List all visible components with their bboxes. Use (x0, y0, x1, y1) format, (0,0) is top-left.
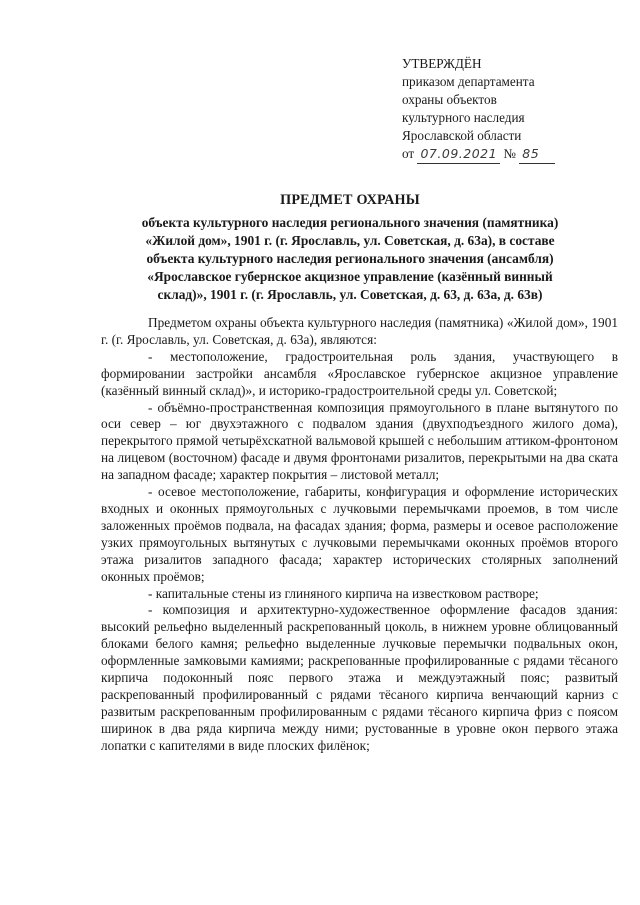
subtitle-line: «Жилой дом», 1901 г. (г. Ярославль, ул. Советская, д. 63а), в составе (145, 233, 555, 248)
list-item: - местоположение, градостроительная роль здания, участвующего в формировании застройки ансамбля «Ярославское губернское акцизное управление (казённый винный склад)», и историко-градостроительной среды ул. Советской; (101, 348, 618, 398)
subtitle-line: склад)», 1901 г. (г. Ярославль, ул. Советская, д. 63, д. 63а, д. 63в) (157, 287, 543, 302)
list-item: - объёмно-пространственная композиция прямоугольного в плане вытянутого по оси север – юг двухэтажного с подвалом здания (двухподъездного жилого дома), перекрытого прямой четырёхскатной вальмовой крышей с небольшим аттиком-фронтоном на лицевом (восточном) фасаде и двумя фронтонами ризалитов, перекрытыми на два ската на западном фасаде; характер покрытия – листовой металл; (101, 399, 618, 483)
list-item: - осевое местоположение, габариты, конфигурация и оформление исторических входных и оконных прямоугольных с лучковыми перемычками проемов, в том числе заложенных проёмов подвала, на фасадах здания; форма, размеры и осевое расположение узких прямоугольных вытянутых с лучковыми перемычками оконных проёмов второго этажа ризалитов западного фасада; характер исторических столярных заполнений оконных проёмов; (101, 484, 618, 584)
title-main: ПРЕДМЕТ ОХРАНЫ (280, 192, 420, 208)
approval-line: Ярославской области (402, 128, 522, 143)
subtitle-line: «Ярославское губернское акцизное управление (казённый винный (147, 269, 553, 284)
number-prefix: № (503, 146, 516, 161)
approval-stamp (402, 55, 602, 164)
list-item: - композиция и архитектурно-художественное оформление фасадов здания: высокий рельефно выделенный раскрепованный цоколь, в нижнем уровне облицованный блоками белого камня; рельефно выделенные лучковые перемычки подвальных окон, оформленные замковыми камиями; раскрепованные профилированные с рядами тёсаного кирпича подоконный пояс первого этажа и междуэтажный пояс; развитый раскрепованный профилированный с рядами тёсаного кирпича венчающий карниз с развитым раскрепованным профилированным с рядами тёсаного кирпича фриз с поясом ширинок в два ряда кирпича между ними; рустованные в уровне окон первого этажа лопатки с капителями в виде плоских филёнок; (101, 602, 618, 753)
document-body (101, 315, 618, 755)
subtitle-line: объекта культурного наследия регионального значения (памятника) (141, 215, 559, 230)
date-prefix: от (402, 146, 415, 161)
intro-paragraph: Предметом охраны объекта культурного наследия (памятника) «Жилой дом», 1901 г. (г. Ярославль, ул. Советская, д. 63а), являются: (101, 315, 618, 347)
document-title (80, 190, 620, 304)
approval-line: культурного наследия (402, 110, 525, 125)
title-subtitle (80, 214, 620, 304)
approval-heading: УТВЕРЖДЁН (402, 56, 482, 71)
approval-date-line (402, 145, 602, 164)
handwritten-date: 07.09.2021 (417, 145, 500, 164)
approval-line: приказом департамента (402, 74, 535, 89)
approval-line: охраны объектов (402, 92, 497, 107)
subtitle-line: объекта культурного наследия регионального значения (ансамбля) (146, 251, 554, 266)
handwritten-number: 85 (519, 145, 555, 164)
list-item: - капитальные стены из глиняного кирпича на известковом растворе; (148, 585, 539, 601)
